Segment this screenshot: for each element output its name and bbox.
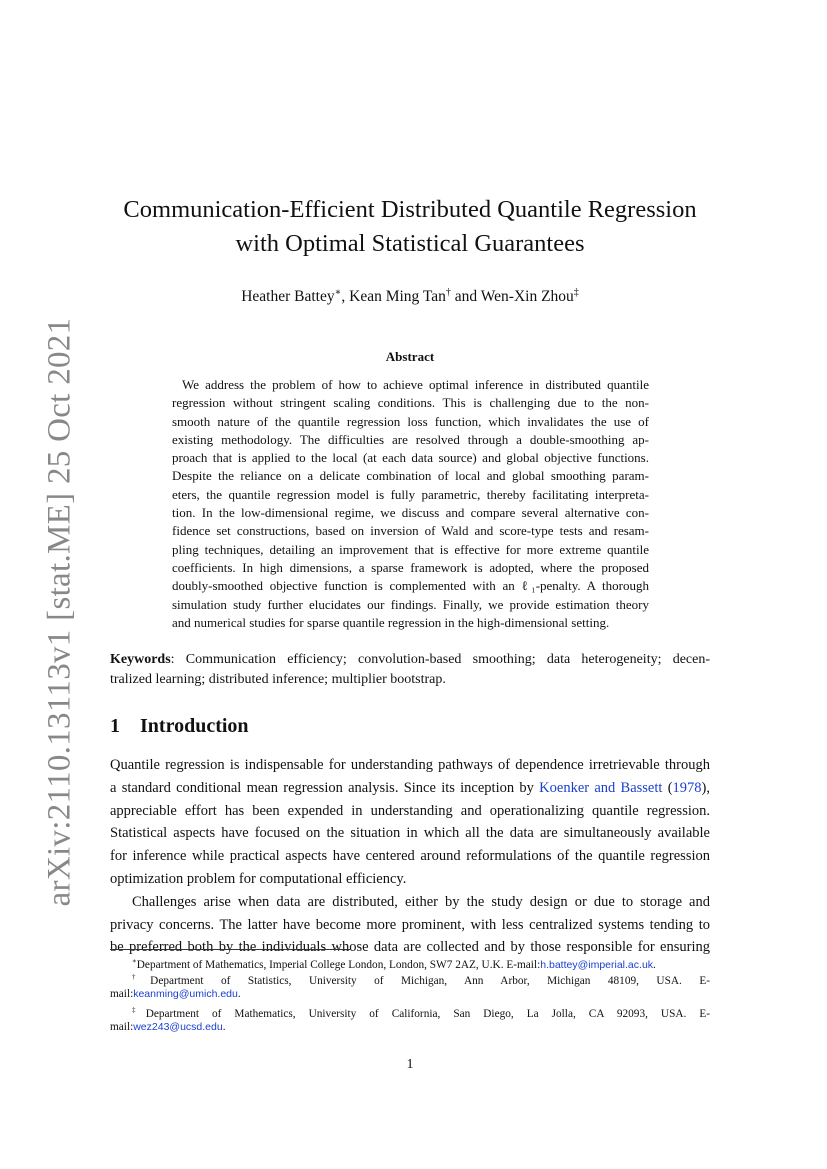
keywords-text: : Communication efficiency; convolution-based smoothing; data heterogeneity; decen-: [170, 652, 710, 667]
body-line: be preferred both by the individuals whose data are collected and by those responsible for ensuring: [110, 939, 710, 956]
footnote-text: Department of Mathematics, Imperial College London, London, SW7 2AZ, U.K. E-mail:: [136, 958, 541, 971]
footnote-line: [110, 969, 710, 988]
abstract-line: We address the problem of how to achieve optimal inference in distributed quantile: [182, 377, 649, 392]
body-line: appreciable effort has been expended in understanding and operationalizing quantile regression.: [110, 802, 710, 819]
keywords-block: [110, 650, 710, 690]
footnote-line: [110, 953, 710, 969]
footnote-text: mail:: [110, 1020, 134, 1033]
citation-link[interactable]: Koenker and Bassett: [539, 779, 663, 796]
section-heading-introduction: [110, 715, 249, 738]
author-name: Heather Battey: [241, 288, 335, 306]
abstract-line: existing methodology. The difficulties are resolved through a double-smoothing ap-: [172, 431, 649, 447]
paper-title: [110, 193, 710, 261]
footnote-marker: †: [132, 973, 151, 982]
abstract-line: Despite the reliance on a delicate combination of local and global smoothing param-: [172, 468, 649, 484]
abstract-line: doubly-smoothed objective function is complemented with an ℓ₁-penalty. A thorough: [172, 578, 649, 594]
email-link[interactable]: h.battey@imperial.ac.uk: [540, 958, 654, 971]
footnote-marker[interactable]: ∗: [334, 287, 342, 298]
footnote-text: mail:: [110, 987, 134, 1000]
section-title: Introduction: [140, 715, 249, 737]
arxiv-identifier-stamp: arXiv:2110.13113v1 [stat.ME] 25 Oct 2021: [41, 317, 78, 907]
footnote-divider: [110, 949, 350, 950]
body-line: privacy concerns. The latter have become more prominent, with less centralized systems tending to: [110, 916, 710, 933]
abstract-line: fidence set constructions, based on inversion of Wald and score-type tests and resam-: [172, 523, 649, 539]
body-line: for inference while practical aspects have centered around reformulations of the quantile regression: [110, 848, 710, 865]
footnote-text: .: [653, 958, 656, 971]
author-name: and Wen-Xin Zhou: [454, 288, 574, 306]
author-name: Kean Ming Tan: [349, 288, 446, 306]
footnote-text: .: [222, 1020, 226, 1033]
section-number: 1: [110, 715, 120, 737]
footnotes: [110, 953, 710, 1035]
abstract-line: and numerical studies for sparse quantile regression in the high-dimensional setting.: [172, 614, 610, 630]
abstract-heading: Abstract: [385, 349, 435, 364]
body-line: optimization problem for computational efficiency.: [110, 870, 407, 887]
body-line: Statistical aspects have focused on the situation in which all the data are simultaneously available: [110, 825, 710, 842]
footnote-line: [110, 1002, 710, 1018]
citation-year-link[interactable]: 1978: [672, 779, 702, 796]
keywords-label: Keywords: [110, 652, 171, 667]
author-list: Heather Battey∗, Kean Ming Tan† and Wen-Xin Zhou‡: [241, 287, 579, 306]
body-text-fragment: (: [662, 779, 673, 796]
abstract-line: simulation study further elucidates our findings. Finally, we provide estimation theory: [172, 596, 649, 612]
title-line-1: Communication-Efficient Distributed Quantile Regression: [123, 196, 697, 223]
footnote-marker[interactable]: ‡: [573, 287, 579, 298]
introduction-body: [110, 754, 710, 959]
body-line: [110, 777, 710, 800]
body-line: Quantile regression is indispensable for understanding pathways of dependence irretrievable through: [110, 757, 710, 773]
footnote-text: Department of Mathematics, University of California, San Diego, La Jolla, CA 92093, USA. E-: [145, 1007, 711, 1020]
footnote-marker: ∗: [132, 957, 137, 965]
body-line: Challenges arise when data are distributed, either by the study design or due to storage and: [132, 893, 710, 910]
body-text-fragment: a standard conditional mean regression analysis. Since its inception by: [110, 779, 540, 796]
keywords-line: [110, 650, 710, 670]
email-link[interactable]: keanming@umich.edu: [133, 987, 238, 1000]
abstract-line: regression without stringent scaling conditions. This is challenging due to the non-: [172, 395, 649, 411]
footnote-text: Department of Statistics, University of Michigan, Ann Arbor, Michigan 48109, USA. E-: [150, 975, 710, 988]
abstract-line: smooth nature of the quantile regression loss function, which invalidates the use of: [172, 413, 649, 429]
keywords-line: tralized learning; distributed inference; multiplier bootstrap.: [110, 672, 446, 687]
abstract-line: pling techniques, detailing an improvement that is effective for more extreme quantile: [172, 541, 649, 557]
abstract-line: tion. In the low-dimensional regime, we discuss and compare several alternative con-: [172, 505, 649, 521]
page-number: 1: [406, 1057, 414, 1072]
abstract-line: eters, the quantile regression model is fully parametric, thereby facilitating interpreta-: [172, 486, 649, 502]
abstract-line: coefficients. In high dimensions, a sparse framework is adopted, where the proposed: [172, 559, 649, 575]
email-link[interactable]: wez243@ucsd.edu: [133, 1020, 223, 1033]
footnote-line: [110, 1019, 710, 1035]
title-line-2: with Optimal Statistical Guarantees: [235, 230, 585, 257]
abstract-body: [172, 376, 649, 632]
footnote-text: .: [237, 987, 241, 1000]
abstract-line: proach that is applied to the local (at each data source) and global objective functions.: [172, 450, 649, 466]
footnote-marker: ‡: [132, 1006, 146, 1015]
body-text-fragment: ),: [701, 779, 710, 796]
footnote-marker[interactable]: †: [445, 287, 451, 298]
footnote-line: [110, 986, 710, 1002]
